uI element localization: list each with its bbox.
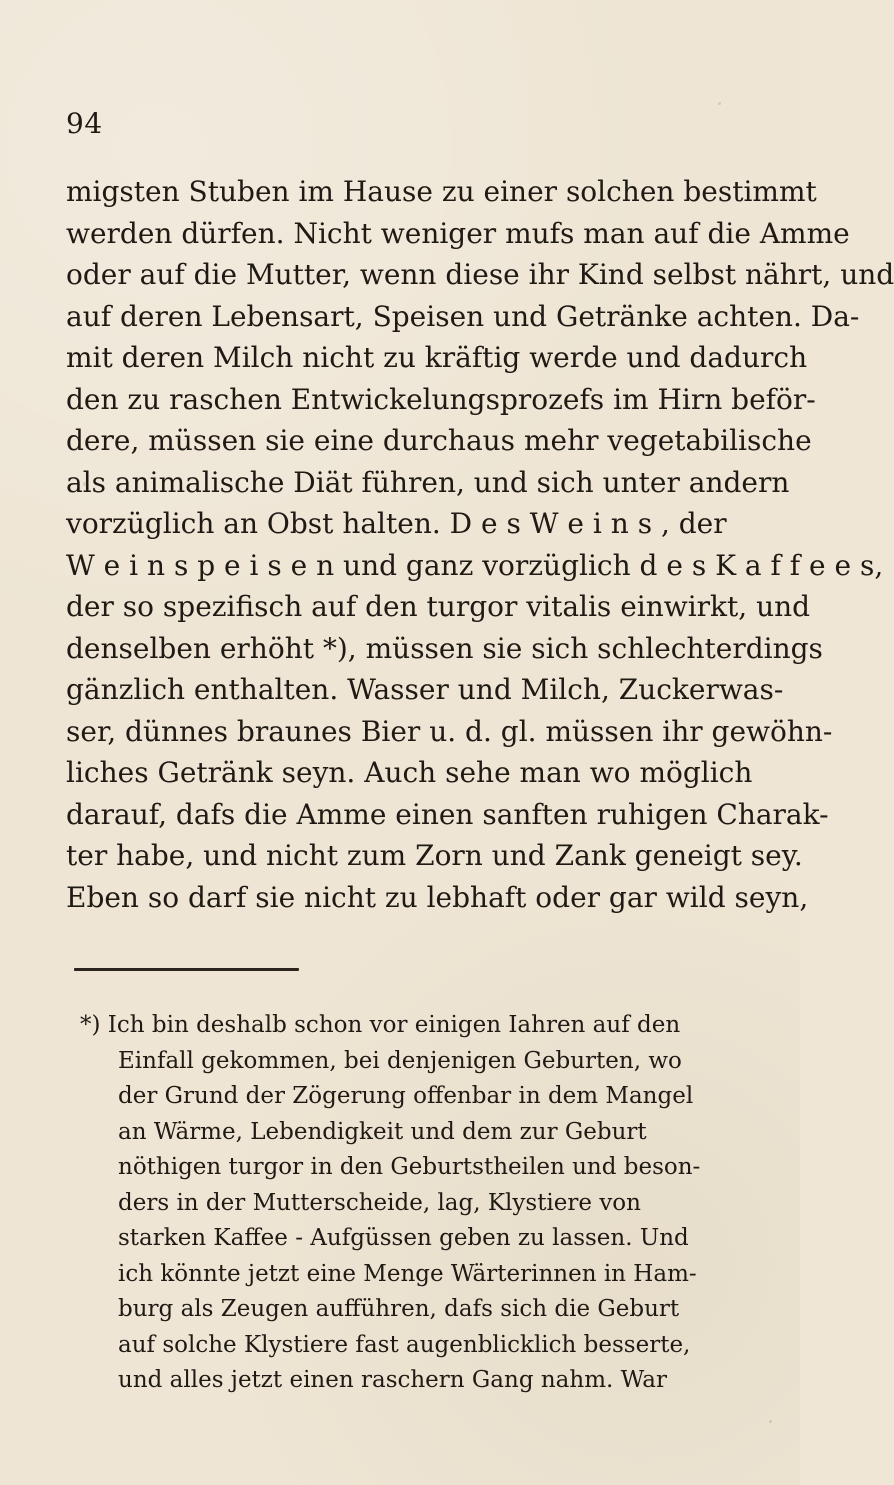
footnote-block (76, 1008, 766, 1399)
footnote-line-9 (76, 1292, 766, 1328)
main-line-text: liches Getränk seyn. Auch sehe man wo möglich (66, 756, 753, 789)
main-line-text: werden dürfen. Nicht weniger mufs man auf die Amme (66, 216, 850, 250)
page-number: 94 (66, 107, 103, 140)
main-line-15 (66, 752, 756, 794)
main-line-text: gänzlich enthalten. Wasser und Milch, Zuckerwas- (66, 673, 784, 706)
main-line-13 (66, 669, 784, 711)
main-line-text: als animalische Diät führen, und sich unter andern (66, 465, 790, 499)
main-text-block (66, 171, 894, 918)
main-line-text: W e i n s p e i s e n und ganz vorzüglich d e s K a f f e e s, (66, 548, 884, 582)
footnote-line-text: starken Kaffee - Aufgüssen geben zu lassen. Und (118, 1225, 689, 1251)
footnote-line-text: und alles jetzt einen raschern Gang nahm. War (118, 1367, 667, 1393)
footnote-line-6 (76, 1186, 766, 1222)
footnote-line-text: nöthigen turgor in den Geburtstheilen und beson- (118, 1154, 701, 1180)
footnote-line-text: der Grund der Zögerung offenbar in dem Mangel (118, 1083, 694, 1109)
footnote-line-10 (76, 1328, 766, 1364)
main-line-text: ter habe, und nicht zum Zorn und Zank geneigt sey. (66, 839, 803, 872)
paper-spot (718, 102, 721, 105)
footnote-line-text: ich könnte jetzt eine Menge Wärterinnen in Ham- (118, 1260, 697, 1287)
footnote-line-text: ders in der Mutterscheide, lag, Klystiere von (118, 1189, 641, 1216)
footnote-line-1 (76, 1008, 766, 1044)
main-line-text: den zu raschen Entwickelungsprozefs im Hirn beför- (66, 382, 816, 416)
main-line-text: oder auf die Mutter, wenn diese ihr Kind selbst nährt, und (66, 258, 894, 291)
main-line-9 (66, 503, 756, 545)
main-line-5 (66, 337, 808, 379)
main-line-text: ser, dünnes braunes Bier u. d. gl. müssen ihr gewöhn- (66, 714, 833, 748)
main-line-3 (66, 254, 894, 296)
main-line-14 (66, 711, 833, 753)
main-line-text: darauf, dafs die Amme einen sanften ruhigen Charak- (66, 797, 829, 831)
main-line-12 (66, 628, 823, 670)
footnote-line-text: Einfall gekommen, bei denjenigen Geburten, wo (118, 1047, 682, 1074)
footnote-line-text: burg als Zeugen aufführen, dafs sich die Geburt (118, 1296, 680, 1322)
footnote-line-7 (76, 1221, 766, 1257)
main-line-text: Eben so darf sie nicht zu lebhaft oder gar wild seyn, (66, 880, 809, 914)
main-line-11 (66, 586, 811, 628)
main-line-10 (66, 545, 884, 587)
main-line-6 (66, 379, 816, 421)
paper-spot (83, 482, 87, 486)
main-line-text: migsten Stuben im Hause zu einer solchen bestimmt (66, 175, 817, 208)
main-line-text: der so spezifisch auf den turgor vitalis einwirkt, und (66, 590, 811, 623)
main-line-17 (66, 835, 803, 877)
footnote-divider (74, 968, 299, 971)
main-line-2 (66, 213, 850, 255)
main-line-8 (66, 462, 790, 504)
main-line-text: mit deren Milch nicht zu kräftig werde und dadurch (66, 341, 808, 374)
footnote-line-2 (76, 1044, 766, 1080)
main-line-1 (66, 171, 817, 213)
footnote-line-8 (76, 1257, 766, 1293)
main-line-text: vorzüglich an Obst halten. D e s W e i n s , der (66, 507, 727, 540)
footnote-line-4 (76, 1115, 766, 1151)
footnote-line-11 (76, 1363, 766, 1399)
footnote-line-text: an Wärme, Lebendigkeit und dem zur Geburt (118, 1118, 647, 1145)
main-line-4 (66, 296, 860, 338)
main-line-7 (66, 420, 812, 462)
footnote-line-text: *) Ich bin deshalb schon vor einigen Iahren auf den (80, 1012, 681, 1038)
main-line-text: dere, müssen sie eine durchaus mehr vegetabilische (66, 424, 812, 457)
footnote-line-5 (76, 1150, 766, 1186)
main-line-text: denselben erhöht *), müssen sie sich schlechterdings (66, 631, 823, 665)
paper-spot (769, 1420, 772, 1423)
footnote-line-text: auf solche Klystiere fast augenblicklich besserte, (118, 1331, 691, 1358)
main-line-text: auf deren Lebensart, Speisen und Getränke achten. Da- (66, 299, 860, 333)
main-line-16 (66, 794, 829, 836)
footnote-line-3 (76, 1079, 766, 1115)
main-line-18 (66, 877, 809, 919)
